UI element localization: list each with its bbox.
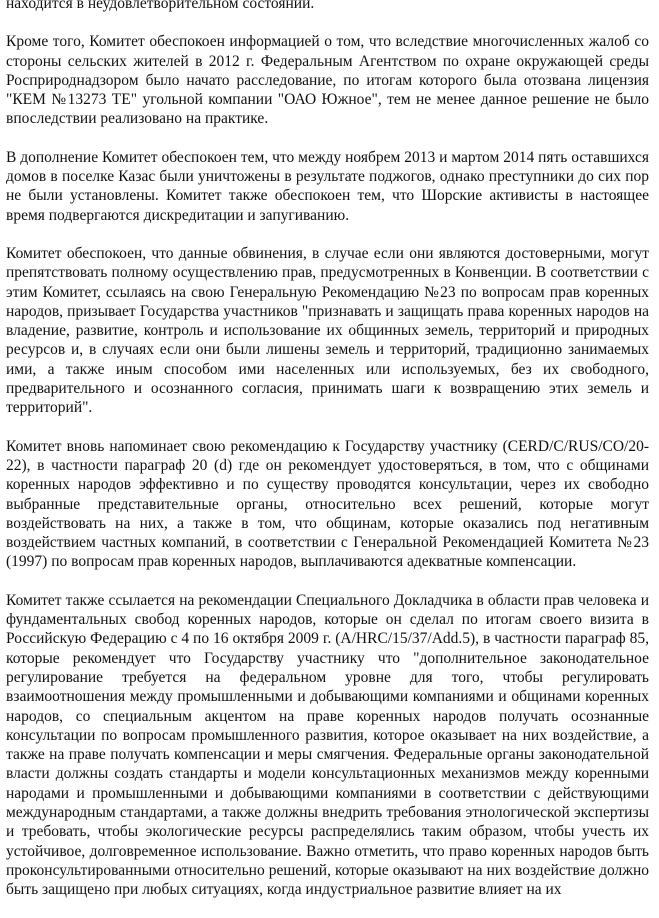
paragraph-continuation: находится в неудовлетворительном состоянии. — [6, 0, 315, 12]
paragraph-cerd-recommendation: Комитет вновь напоминает свою рекомендацию к Государству участнику (CERD/C/RUS/CO/20-22), в частности параграф 20 (d) где он рекомендует удостоверяться, в том, что с общинами коренных народов эффективно и по существу проводятся консультации, через их свободно выбранные представительные органы, относительно всех решений, которые могут воздействовать на них, а также в том, что общинам, которые оказались под негативным воздействием частных компаний, в соответствии с Генеральной Рекомендацией Комитета №23 (1997) по вопросам прав коренных народов, выплачиваются адекватные компенсации. — [6, 437, 649, 571]
paragraph-kazas-arson: В дополнение Комитет обеспокоен тем, что между ноябрем 2013 и мартом 2014 пять оставшихся домов в поселке Казас были уничтожены в результате поджогов, однако преступники до сих пор не были установлены. Комитет также обеспокоен тем, что Шорские активисты в настоящее время подвергаются дискредитации и запугиванию. — [6, 148, 649, 224]
document-page — [6, 0, 649, 918]
paragraph-general-recommendation-23: Комитет обеспокоен, что данные обвинения, в случае если они являются достоверными, могут препятствовать полному осуществлению прав, предусмотренных в Конвенции. В соответствии с этим Комитет, ссылаясь на свою Генеральную Рекомендацию №23 по вопросам прав коренных народов, призывает Государства участников "признавать и защищать права коренных народов на владение, развитие, контроль и использование их общинных земель, территорий и природных ресурсов и, в случаях если они были лишены земель и территорий, традиционно занимаемых ими, а также иным способом ими населенных или используемых, без их свободного, предварительного и осознанного согласия, принимать шаги к возвращению этих земель и территорий". — [6, 244, 649, 417]
paragraph-special-rapporteur: Комитет также ссылается на рекомендации Специального Докладчика в области прав человека и фундаментальных свобод коренных народов, которые он сделал по итогам своего визита в Российскую Федерацию с 4 по 16 октября 2009 г. (A/HRC/15/37/Add.5), в частности параграф 85, которые рекомендует что Государству участнику что "дополнительное законодательное регулирование требуется на федеральном уровне для того, чтобы регулировать взаимоотношения между промышленными и добывающими компаниями и общинами коренных народов, со специальным акцентом на праве коренных народов получать осознанные консультации по вопросам промышленного развития, которое оказывает на них воздействие, а также на праве получать компенсации и меры смягчения. Федеральные органы законодательной власти должны создать стандарты и модели консультационных механизмов между коренными народами и промышленными и добывающими компаниями в соответствии с действующими международным стандартами, а также должны внедрить требования этнологической экспертизы и требовать, чтобы экологические ресурсы распределялись таким образом, чтобы учесть их устойчивое, долговременное использование. Важно отметить, что право коренных народов быть проконсультированными относительно решений, которые оказывают на них воздействие должно быть защищено при любых ситуациях, когда индустриальное развитие влияет на их — [6, 591, 649, 899]
paragraph-license-revocation: Кроме того, Комитет обеспокоен информацией о том, что вследствие многочисленных жалоб со стороны сельских жителей в 2012 г. Федеральным Агентством по охране окружающей среды Росприроднадзором было начато расследование, по итогам которого была отозвана лицензия "КЕМ №13273 ТЕ" угольной компании "ОАО Южное", тем не менее данное решение не было впоследствии реализовано на практике. — [6, 33, 649, 128]
